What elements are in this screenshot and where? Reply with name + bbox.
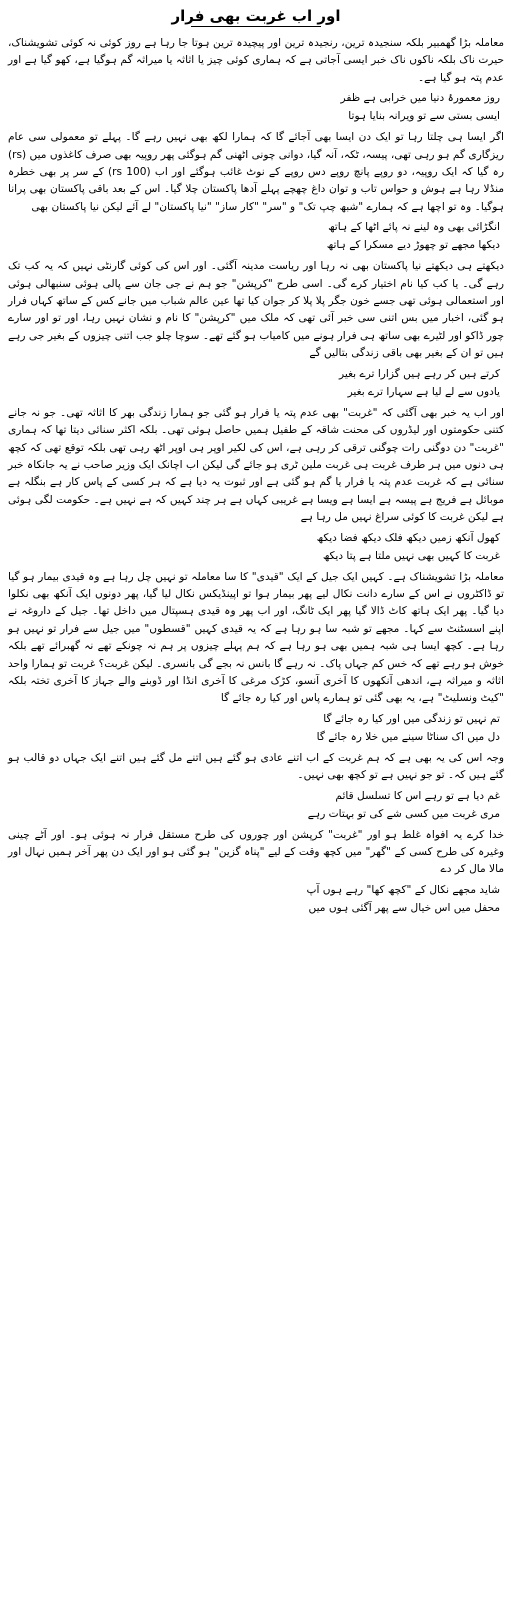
verse-line: غم دیا ہے تو رہے اس کا تسلسل قائم xyxy=(335,789,500,802)
verse-4 xyxy=(8,529,504,565)
verse-line: تم نہیں تو زندگی میں اور کیا رہ جائے گا xyxy=(323,712,500,725)
verse-line: کرتے ہیں کر رہے ہیں گزارا ترے بغیر xyxy=(339,367,500,380)
article-headline: اور اب غربت بھی فرار xyxy=(171,7,341,25)
paragraph-5: معاملہ بڑا تشویشناک ہے۔ کہیں ایک جیل کے ایک "قیدی" کا سا معاملہ تو نہیں چل رہا ہے وہ قیدی بیمار ہو گیا تو ڈاکٹروں نے اس کے سارے دانت نکال لیے پھر بیمار ہوا تو اپینڈیکس نکال لیا گیا، پھر دونوں ایک آنکھ بھی نکلوا دیا گیا۔ پھر ایک ہاتھ کاٹ ڈالا گیا پھر ایک ٹانگ، اور اب پھر وہ قیدی ہسپتال میں داخل تھا۔ جیل کے داروغہ نے اپنے اسسٹنٹ سے کہا۔ مجھے تو شبہ سا ہو رہا ہے کہ یہ قیدی کہیں "قسطوں" میں جیل سے فرار تو نہیں ہو رہا ہے۔ کچھ ایسا ہی شبہ ہمیں بھی ہو رہا ہے کہ ہم پہلے چیزوں پر ہم نہ چونکے تھے نہ گھبرائے تھے بلکہ خوش ہو رہے تھے کہ خس کم جہاں پاک۔ نہ رہے گا بانس نہ بجے گی بانسری۔ لیکن غربت؟ غربت تو ہمارا واحد اثاثہ و میراثہ ہے، اندھی آنکھوں کا آخری آنسو، کڑک مرغی کا آخری انڈا اور ڈوبنے والے جہاز کا آخری تختہ بلکہ "کیٹ ونسلیٹ" ہے، یہ بھی گئی تو ہمارے پاس اور کیا رہ جائے گا xyxy=(8,570,504,705)
verse-line: انگڑائی بھی وہ لینے نہ پائے اٹھا کے ہاتھ xyxy=(328,221,500,234)
verse-line: یادوں سے لے لیا ہے سہارا ترے بغیر xyxy=(347,385,500,398)
verse-line: دیکھا مجھے تو چھوڑ دیے مسکرا کے ہاتھ xyxy=(326,239,500,252)
paragraph-3: دیکھتے ہی دیکھتے نیا پاکستان بھی نہ رہا اور ریاست مدینہ آگئی۔ اور اس کی کوئی گارنٹی نہیں کہ یہ کب تک رہے گی۔ یا کب کیا نام اختیار کرے گی۔ اسی طرح "کرپشن" جو ہم نے جی جان سے پالی ہوئی سنبھالی ہوئی اور استعمالی ہوئی تھی جسے خون جگر پلا پلا کر جوان کیا تھا عین عالم شباب میں جانے کس کے ساتھ کہاں فرار ہو گئی، اخبار میں بس اتنی سی خبر آئی تھی کہ ملک میں "کرپشن" کا نام و نشان نہیں رہا، اور تو اور سارے چور ڈاکو اور لٹیرے بھی ساتھ ہی فرار ہونے میں کامیاب ہو گئے تھے۔ سوچا چلو جب اتنی چیزوں کے بغیر جی رہے ہیں تو ان کے بغیر بھی باقی زندگی بتالیں گے xyxy=(8,260,504,360)
paragraph-4: اور اب یہ خبر بھی آگئی کہ "غربت" بھی عدم پتہ یا فرار ہو گئی جو ہمارا زندگی بھر کا اثاثہ تھی۔ جو نہ جانے کتنی حکومتوں اور لیڈروں کی محنت شاقہ کے طفیل ہمیں حاصل ہوئی تھی۔ بلکہ اکثر سنائی دیتا تھا کہ ہماری "غربت" دن دوگنی رات چوگنی ترقی کر رہی ہے، اس کی لکیر اوپر ہی اوپر اٹھ رہی تھی بلکہ توقع تھی کہ کچھ ہی دنوں میں ہر طرف غربت ہی غربت ملین ٹری ہو جائے گی لیکن اب اچانک ایک وزیر صاحب نے یہ جانکاہ خبر سنائی ہے کہ غربت عدم پتہ یا فرار یا گم ہو گئی ہے اور ثبوت یہ دیا ہے کہ ہر کسی کے پاس کار ہے بنگلہ ہے موبائل ہے فریج ہے پیسہ ہے ایسا ہے ویسا ہے غریبی کہاں ہے ہر چند کہیں کہ ہے نہیں ہے۔ حکومت لگی ہوئی ہے لیکن غربت کا کوئی سراغ نہیں مل رہا ہے xyxy=(8,406,504,524)
verse-1 xyxy=(8,89,504,125)
paragraph-6: وجہ اس کی یہ بھی ہے کہ ہم غربت کے اب اتنے عادی ہو گئے ہیں اتنے مل گئے ہیں اتنے ایک جہاں دو قالب ہو گئے ہیں کہ۔ تو جو نہیں ہے تو کچھ بھی نہیں۔ xyxy=(8,751,504,782)
verse-2 xyxy=(8,218,504,254)
verse-5 xyxy=(8,710,504,746)
verse-3 xyxy=(8,365,504,401)
verse-line: شاید مجھے نکال کے "کچھ کھا" رہے ہوں آپ xyxy=(306,883,500,896)
paragraph-1: معاملہ بڑا گھمبیر بلکہ سنجیدہ ترین، رنجیدہ ترین اور پیچیدہ ترین ہوتا جا رہا ہے روز کوئی نہ کوئی تشویشناک، حیرت ناک بلکہ ناکوں ناک خبر ایسی آجاتی ہے کہ ہماری کوئی چیز یا اثاثہ یا میراثہ گم ہوگیا ہے، کھو گیا ہے اور عدم پتہ ہو گیا ہے۔ xyxy=(8,37,504,84)
verse-line: کھول آنکھ زمیں دیکھ فلک دیکھ فضا دیکھ xyxy=(316,531,500,544)
verse-line: محفل میں اس خیال سے پھر آگئی ہوں میں xyxy=(308,901,500,914)
verse-line: غربت کا کہیں بھی نہیں ملتا ہے پتا دیکھ xyxy=(322,549,500,562)
verse-line: مری غربت میں کسی شے کی تو بہتات رہے xyxy=(307,807,500,820)
verse-line: روز معمورۂ دنیا میں خرابی ہے ظفر xyxy=(340,92,500,105)
paragraph-7: خدا کرے یہ افواہ غلط ہو اور "غربت" کرپشن اور چوروں کی طرح مستقل فرار نہ ہوئی ہو۔ اور آٹے چینی وغیرہ کی طرح کسی کے "گھر" میں کچھ وقت کے لیے "پناہ گزین" ہو گئی ہو اور ایک دن پھر آخر ہمیں نہال اور مالا مال کر دے xyxy=(8,828,504,876)
verse-line: دل میں اک سناٹا سینے میں خلا رہ جائے گا xyxy=(316,730,500,743)
headline-underline xyxy=(191,26,321,27)
verse-line: ایسی بستی سے تو ویرانہ بنایا ہوتا xyxy=(348,110,500,123)
verse-6 xyxy=(8,787,504,823)
paragraph-2: اگر ایسا ہی چلتا رہا تو ایک دن ایسا بھی آجائے گا کہ ہمارا لکھ بھی نہیں رہے گا۔ پہلے تو معمولی سی عام ریزگاری گم ہو رہی تھی، پیسہ، ٹکہ، آنہ گیا، دوانی چونی اٹھنی گم ہوگئی پھر روپیہ بھی صرف کاغذوں میں (rs) رہ گیا کہ ایک روپیہ، دو روپے پانچ روپے دس روپے کے نوٹ غائب ہوگئے اور اب (rs 100) کے سر پر بھی خطرہ منڈلا رہا ہے ہوش و حواس تاب و توان داغ چھچے پہلے آدھا پاکستان چلا گیا۔ اس کے بعد باقی پاکستان بھی پرانا ہوگیا۔ وہ تو اچھا ہے کہ ہمارے "شبھ چپ تک" و "سر" "کار ساز" "نیا پاکستان" لے آئے لیکن نیا پاکستان بھی xyxy=(8,131,504,213)
verse-7 xyxy=(8,881,504,917)
